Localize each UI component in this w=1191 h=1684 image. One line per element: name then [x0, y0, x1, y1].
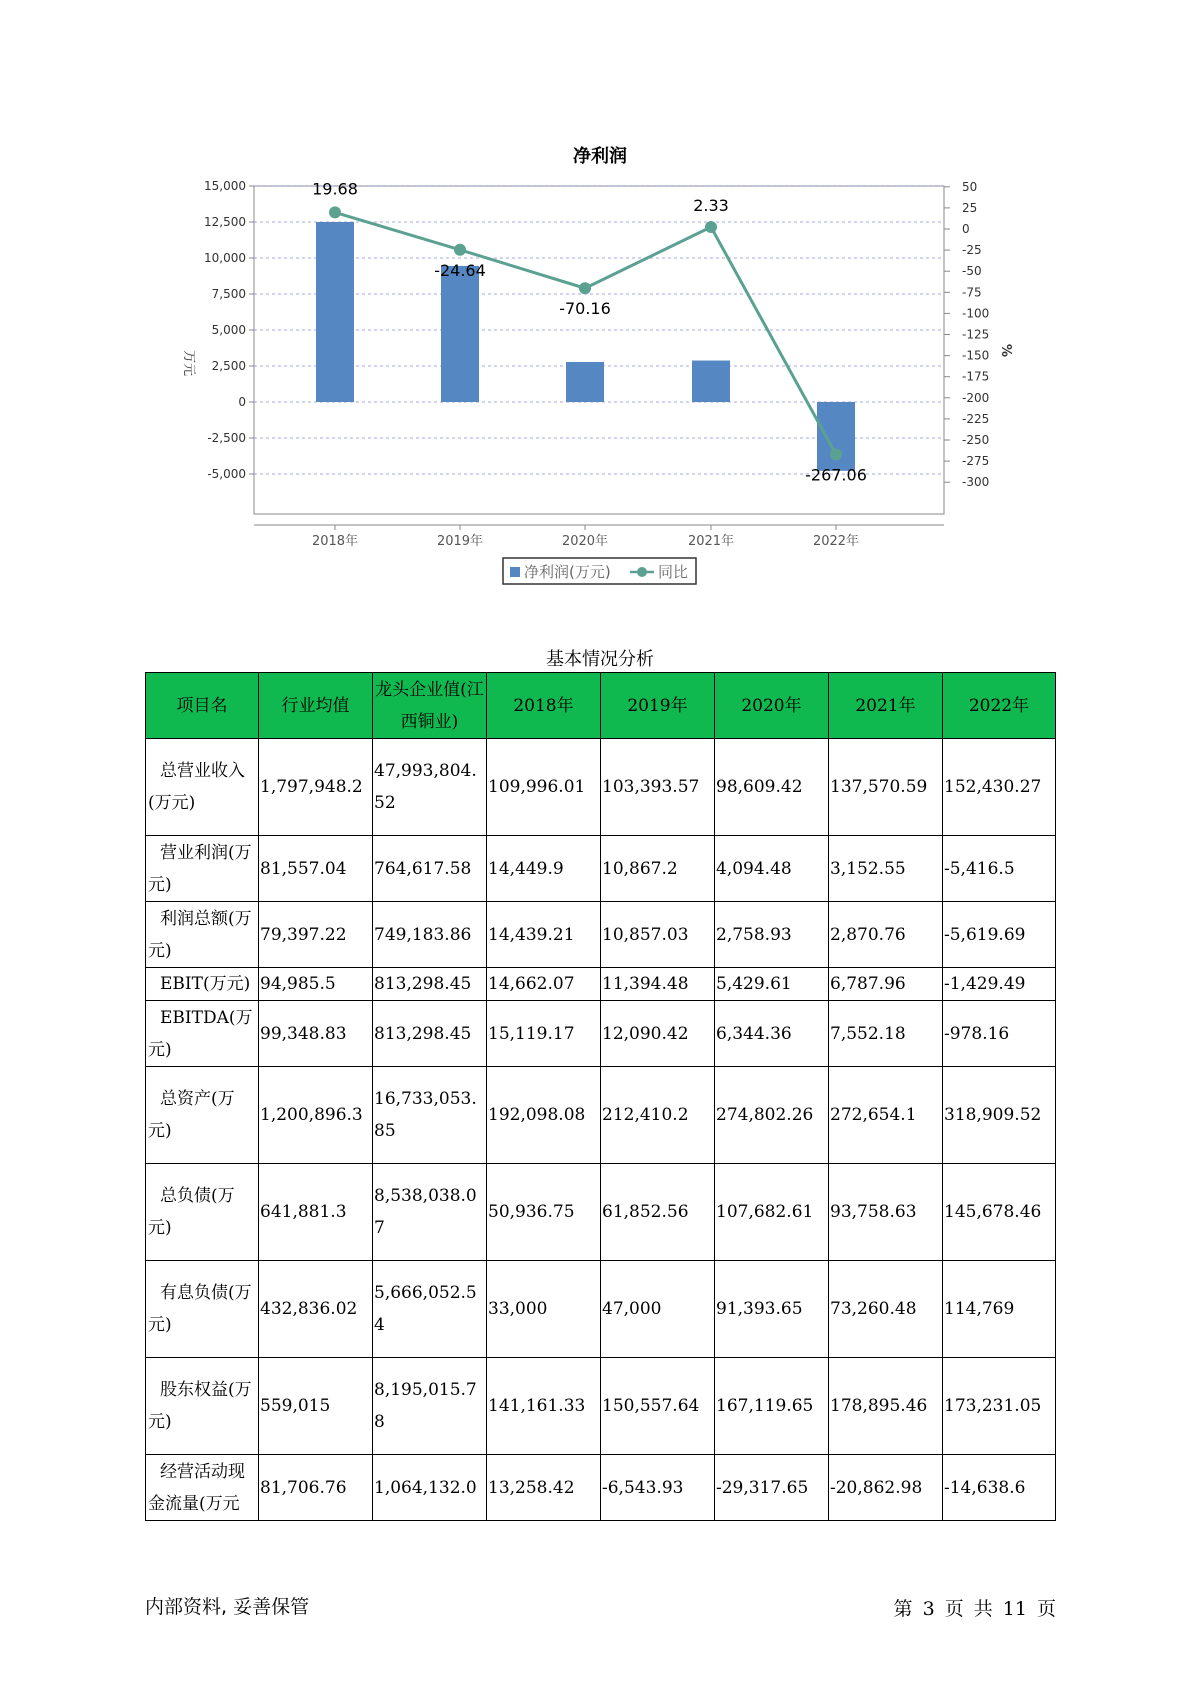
table-caption: 基本情况分析	[546, 649, 654, 670]
table-cell: 274,802.26	[715, 1067, 829, 1164]
row-label-cell: 股东权益(万元)	[146, 1358, 259, 1455]
table-cell: 6,344.36	[715, 1001, 829, 1067]
table-cell: 47,993,804.52	[373, 739, 487, 836]
table-cell: 5,429.61	[715, 968, 829, 1001]
table-cell: 813,298.45	[373, 1001, 487, 1067]
y-right-tick-label: -125	[962, 327, 990, 342]
table-cell: 150,557.64	[601, 1358, 715, 1455]
table-row	[146, 902, 1056, 968]
table-row	[146, 1067, 1056, 1164]
y-right-tick-label: -150	[962, 348, 990, 363]
legend-bar-swatch	[510, 567, 520, 577]
table-row	[146, 1358, 1056, 1455]
table-cell: 61,852.56	[601, 1164, 715, 1261]
x-tick-label: 2020年	[561, 534, 609, 549]
table-cell: 178,895.46	[829, 1358, 943, 1455]
table-cell: 1,064,132.0	[373, 1455, 487, 1521]
table-cell: 103,393.57	[601, 739, 715, 836]
table-cell: 1,200,896.3	[259, 1067, 373, 1164]
y-right-tick-label: -250	[962, 433, 990, 447]
y-right-tick-label: -75	[962, 285, 982, 300]
row-label-cell: EBITDA(万元)	[146, 1001, 259, 1067]
table-cell: 8,195,015.78	[373, 1358, 487, 1455]
data-label: 19.68	[312, 179, 358, 199]
y-right-tick-label: -25	[962, 243, 982, 258]
table-cell: -5,416.5	[943, 836, 1056, 902]
data-label: -70.16	[559, 299, 611, 319]
row-label-cell: 营业利润(万元)	[146, 836, 259, 902]
table-header-row	[146, 673, 1056, 739]
bar	[566, 362, 604, 402]
table-cell: 14,439.21	[487, 902, 601, 968]
table-cell: 212,410.2	[601, 1067, 715, 1164]
table-cell: 641,881.3	[259, 1164, 373, 1261]
x-tick-label: 2018年	[311, 534, 359, 549]
table-cell: 432,836.02	[259, 1261, 373, 1358]
table-row	[146, 1261, 1056, 1358]
header-item-name: 项目名	[146, 673, 259, 739]
footer-page-number: 第 3 页 共 11 页	[893, 1598, 1056, 1620]
header-2020: 2020年	[715, 673, 829, 739]
table-row	[146, 739, 1056, 836]
header-2019: 2019年	[601, 673, 715, 739]
yoy-marker	[830, 448, 842, 460]
table-row	[146, 968, 1056, 1001]
table-cell: 7,552.18	[829, 1001, 943, 1067]
table-cell: 2,758.93	[715, 902, 829, 968]
y-right-tick-label: -300	[962, 475, 990, 490]
table-cell: 14,662.07	[487, 968, 601, 1001]
y-right-tick-label: 50	[962, 179, 978, 194]
table-row	[146, 1455, 1056, 1521]
header-leader-value: 龙头企业值(江西铜业)	[373, 673, 487, 739]
table-cell: 137,570.59	[829, 739, 943, 836]
table-cell: 2,870.76	[829, 902, 943, 968]
table-cell: -6,543.93	[601, 1455, 715, 1521]
yoy-marker	[329, 206, 341, 218]
net-profit-chart	[0, 0, 1191, 600]
y-left-tick-label: 15,000	[204, 179, 246, 193]
table-row	[146, 1164, 1056, 1261]
x-tick-label: 2022年	[812, 534, 860, 549]
table-cell: 764,617.58	[373, 836, 487, 902]
y-right-tick-label: -200	[962, 390, 990, 405]
table-cell: 749,183.86	[373, 902, 487, 968]
legend-bar-label: 净利润(万元)	[524, 563, 611, 581]
yoy-marker	[705, 221, 717, 233]
y-right-tick-label: -175	[962, 369, 990, 384]
x-tick-label: 2021年	[687, 534, 735, 549]
table-cell: -14,638.6	[943, 1455, 1056, 1521]
table-cell: -978.16	[943, 1001, 1056, 1067]
row-label-cell: EBIT(万元)	[146, 968, 259, 1001]
header-2021: 2021年	[829, 673, 943, 739]
table-cell: 145,678.46	[943, 1164, 1056, 1261]
table-row	[146, 1001, 1056, 1067]
table-cell: -20,862.98	[829, 1455, 943, 1521]
table-cell: 14,449.9	[487, 836, 601, 902]
table-cell: 98,609.42	[715, 739, 829, 836]
header-2022: 2022年	[943, 673, 1056, 739]
table-cell: 16,733,053.85	[373, 1067, 487, 1164]
y-left-tick-label: 12,500	[204, 215, 246, 229]
header-industry-avg: 行业均值	[259, 673, 373, 739]
table-cell: 167,119.65	[715, 1358, 829, 1455]
table-cell: 1,797,948.2	[259, 739, 373, 836]
y-right-tick-label: 0	[962, 222, 970, 236]
legend-line-marker	[637, 567, 647, 577]
table-cell: 192,098.08	[487, 1067, 601, 1164]
table-cell: 10,857.03	[601, 902, 715, 968]
footer-confidential-note: 内部资料, 妥善保管	[145, 1596, 310, 1618]
row-label-cell: 经营活动现金流量(万元	[146, 1455, 259, 1521]
data-label: -267.06	[805, 465, 867, 485]
y-left-tick-label: 5,000	[211, 323, 246, 337]
table-cell: 47,000	[601, 1261, 715, 1358]
row-label-cell: 有息负债(万元)	[146, 1261, 259, 1358]
header-2018: 2018年	[487, 673, 601, 739]
row-label-cell: 总资产(万元)	[146, 1067, 259, 1164]
y-axis-right-label: %	[998, 344, 1013, 358]
table-cell: 10,867.2	[601, 836, 715, 902]
table-cell: 13,258.42	[487, 1455, 601, 1521]
y-right-tick-label: -50	[962, 264, 982, 279]
table-cell: 107,682.61	[715, 1164, 829, 1261]
table-cell: 3,152.55	[829, 836, 943, 902]
y-left-tick-label: 10,000	[204, 251, 246, 265]
bar	[817, 402, 855, 471]
data-label: -24.64	[434, 260, 486, 280]
table-cell: 94,985.5	[259, 968, 373, 1001]
y-left-tick-label: -5,000	[207, 467, 246, 481]
y-left-tick-label: -2,500	[207, 431, 246, 445]
table-row	[146, 836, 1056, 902]
y-axis-left-label: 万元	[181, 350, 196, 377]
yoy-marker	[454, 244, 466, 256]
table-cell: 114,769	[943, 1261, 1056, 1358]
table-cell: 33,000	[487, 1261, 601, 1358]
table-cell: 5,666,052.54	[373, 1261, 487, 1358]
table-cell: 99,348.83	[259, 1001, 373, 1067]
row-label-cell: 利润总额(万元)	[146, 902, 259, 968]
table-cell: 4,094.48	[715, 836, 829, 902]
yoy-marker	[579, 282, 591, 294]
table-cell: 559,015	[259, 1358, 373, 1455]
table-cell: 81,557.04	[259, 836, 373, 902]
y-right-tick-label: 25	[962, 200, 978, 215]
table-cell: 79,397.22	[259, 902, 373, 968]
legend-line-label: 同比	[658, 563, 689, 581]
table-cell: 272,654.1	[829, 1067, 943, 1164]
x-tick-label: 2019年	[436, 534, 484, 549]
legend	[503, 558, 696, 584]
table-cell: 81,706.76	[259, 1455, 373, 1521]
y-left-tick-label: 7,500	[211, 287, 246, 301]
y-right-tick-label: -100	[962, 306, 990, 321]
table-cell: 12,090.42	[601, 1001, 715, 1067]
y-left-tick-label: 0	[238, 395, 246, 409]
table-cell: 8,538,038.07	[373, 1164, 487, 1261]
table-cell: 50,936.75	[487, 1164, 601, 1261]
table-cell: 173,231.05	[943, 1358, 1056, 1455]
basic-analysis-table	[145, 672, 1056, 1521]
row-label-cell: 总营业收入(万元)	[146, 739, 259, 836]
y-right-tick-label: -225	[962, 411, 990, 426]
table-cell: 109,996.01	[487, 739, 601, 836]
table-cell: 11,394.48	[601, 968, 715, 1001]
table-cell: 73,260.48	[829, 1261, 943, 1358]
table-cell: -29,317.65	[715, 1455, 829, 1521]
table-cell: 15,119.17	[487, 1001, 601, 1067]
y-left-tick-label: 2,500	[211, 359, 246, 373]
table-cell: -1,429.49	[943, 968, 1056, 1001]
table-cell: 813,298.45	[373, 968, 487, 1001]
bar	[316, 222, 354, 402]
table-cell: 141,161.33	[487, 1358, 601, 1455]
table-cell: -5,619.69	[943, 902, 1056, 968]
table-cell: 318,909.52	[943, 1067, 1056, 1164]
table-cell: 6,787.96	[829, 968, 943, 1001]
data-label: 2.33	[693, 196, 729, 216]
table-cell: 91,393.65	[715, 1261, 829, 1358]
chart-title: 净利润	[573, 146, 627, 167]
bar	[441, 266, 479, 402]
table-cell: 93,758.63	[829, 1164, 943, 1261]
y-right-tick-label: -275	[962, 454, 990, 469]
row-label-cell: 总负债(万元)	[146, 1164, 259, 1261]
table-cell: 152,430.27	[943, 739, 1056, 836]
bar	[692, 361, 730, 402]
